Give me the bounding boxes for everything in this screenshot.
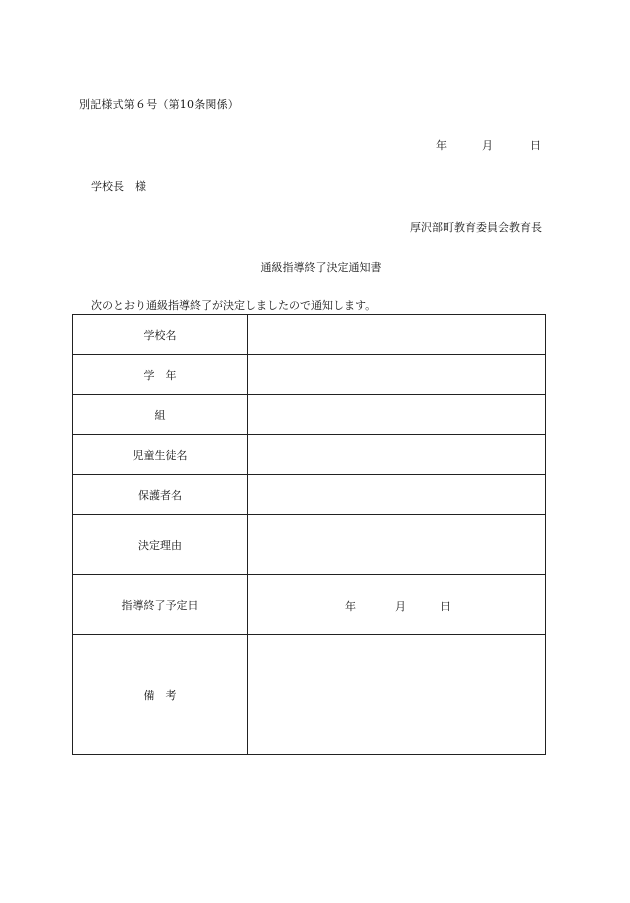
student-name-field[interactable] [248,435,546,475]
form-reference: 別記様式第６号（第10条関係） [79,98,239,111]
end-date-units [248,598,545,612]
notification-table [72,314,546,755]
issue-date-month: 月 [482,139,493,152]
intro-text: 次のとおり通級指導終了が決定しましたので通知します。 [91,299,377,312]
grade-label: 学 年 [73,355,248,395]
grade-field[interactable] [248,355,546,395]
end-date-label: 指導終了予定日 [73,575,248,635]
issue-date-year: 年 [436,139,447,152]
decision-reason-label: 決定理由 [73,515,248,575]
student-name-label: 児童生徒名 [73,435,248,475]
end-date-day: 日 [440,599,451,613]
document-title: 通級指導終了決定通知書 [260,261,382,274]
guardian-name-label: 保護者名 [73,475,248,515]
table-row [73,355,546,395]
class-field[interactable] [248,395,546,435]
addressee: 学校長 様 [91,180,146,193]
decision-reason-field[interactable] [248,515,546,575]
table-row [73,575,546,635]
table-row [73,435,546,475]
table-row [73,515,546,575]
school-name-label: 学校名 [73,315,248,355]
sender: 厚沢部町教育委員会教育長 [410,221,542,234]
end-date-year: 年 [345,599,356,613]
school-name-field[interactable] [248,315,546,355]
table-row [73,475,546,515]
guardian-name-field[interactable] [248,475,546,515]
remarks-label: 備 考 [73,635,248,755]
remarks-field[interactable] [248,635,546,755]
table-row [73,635,546,755]
table-row [73,315,546,355]
class-label: 組 [73,395,248,435]
issue-date-day: 日 [530,139,541,152]
table-row [73,395,546,435]
end-date-month: 月 [395,599,406,613]
end-date-field[interactable] [248,575,546,635]
